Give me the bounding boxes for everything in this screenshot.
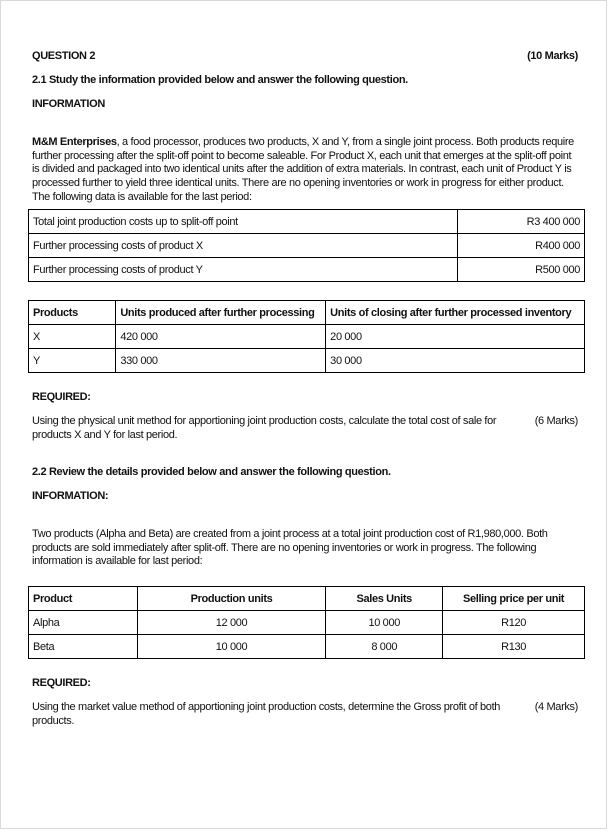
intro-line: information is available for last period: [32, 555, 203, 568]
intro-line: products are sold immediately after split-off. There are no opening inventories or work in progress. The following [32, 541, 537, 554]
section-2-1-info-label: INFORMATION [32, 98, 105, 110]
table-cell: X [29, 325, 116, 349]
cost-label: Further processing costs of product X [29, 234, 458, 258]
section-2-1-intro [32, 136, 592, 205]
intro-line: , a food processor, produces two products, X and Y, from a single joint process. Both products require [116, 136, 574, 148]
column-header: Units produced after further processing [116, 301, 326, 325]
intro-line: The following data is available for the last period: [32, 190, 252, 203]
table-row [29, 258, 585, 282]
section-2-1-required-marks: (6 Marks) [534, 415, 578, 427]
cost-value: R400 000 [458, 234, 585, 258]
column-header: Selling price per unit [443, 587, 585, 611]
intro-line: is divided and packaged into two identical units after the addition of extra materials. In contrast, each unit of Product Y is [32, 163, 572, 176]
table-cell: 8 000 [326, 635, 443, 659]
section-2-2-intro [32, 528, 592, 569]
section-2-2-required-label: REQUIRED: [32, 677, 91, 689]
required-line: Using the market value method of apportioning joint production costs, determine the Gross profit of both [32, 701, 501, 713]
required-line: Using the physical unit method for apportioning joint production costs, calculate the total cost of sale for [32, 415, 497, 427]
section-2-2-heading: 2.2 Review the details provided below and answer the following question. [32, 466, 391, 478]
column-header: Sales Units [326, 587, 443, 611]
table-cell: 20 000 [326, 325, 585, 349]
units-table [28, 300, 585, 373]
table-cell: R120 [443, 611, 585, 635]
cost-label: Further processing costs of product Y [29, 258, 458, 282]
required-line: products X and Y for last period. [32, 428, 178, 441]
question-marks: (10 Marks) [527, 50, 578, 62]
table-row [29, 349, 585, 373]
section-2-1-required-label: REQUIRED: [32, 391, 91, 403]
intro-line: Two products (Alpha and Beta) are created from a joint process at a total joint production cost of R1,980,000. Both [32, 528, 548, 540]
question-title: QUESTION 2 [32, 50, 96, 62]
table-row [29, 210, 585, 234]
table-cell: Y [29, 349, 116, 373]
intro-line: further processing after the split-off point to become saleable. For Product X, each unit that emerges at the split-off point [32, 149, 572, 162]
section-2-1-heading: 2.1 Study the information provided below and answer the following question. [32, 74, 408, 86]
table-cell: 12 000 [137, 611, 326, 635]
table-cell: 420 000 [116, 325, 326, 349]
company-name: M&M Enterprises [32, 136, 117, 148]
table-header-row [29, 587, 585, 611]
table-cell: Beta [29, 635, 138, 659]
section-2-1-required-text [32, 415, 522, 442]
column-header: Product [29, 587, 138, 611]
table-cell: 10 000 [137, 635, 326, 659]
table-cell: R130 [443, 635, 585, 659]
table-row [29, 234, 585, 258]
table-row [29, 611, 585, 635]
required-line: products. [32, 714, 75, 727]
column-header: Products [29, 301, 116, 325]
cost-table [28, 209, 585, 282]
table-header-row [29, 301, 585, 325]
cost-value: R500 000 [458, 258, 585, 282]
table-row [29, 325, 585, 349]
table-cell: 330 000 [116, 349, 326, 373]
table-cell: Alpha [29, 611, 138, 635]
section-2-2-required-marks: (4 Marks) [534, 701, 578, 713]
cost-label: Total joint production costs up to split-off point [29, 210, 458, 234]
section-2-2-required-text [32, 701, 522, 728]
column-header: Production units [137, 587, 326, 611]
section-2-2-info-label: INFORMATION: [32, 490, 109, 502]
column-header: Units of closing after further processed inventory [326, 301, 585, 325]
table-cell: 30 000 [326, 349, 585, 373]
intro-line: processed further to yield three identical units. There are no opening inventories or work in progress for either product. [32, 177, 564, 190]
table-row [29, 635, 585, 659]
alpha-beta-table [28, 586, 585, 659]
table-cell: 10 000 [326, 611, 443, 635]
cost-value: R3 400 000 [458, 210, 585, 234]
